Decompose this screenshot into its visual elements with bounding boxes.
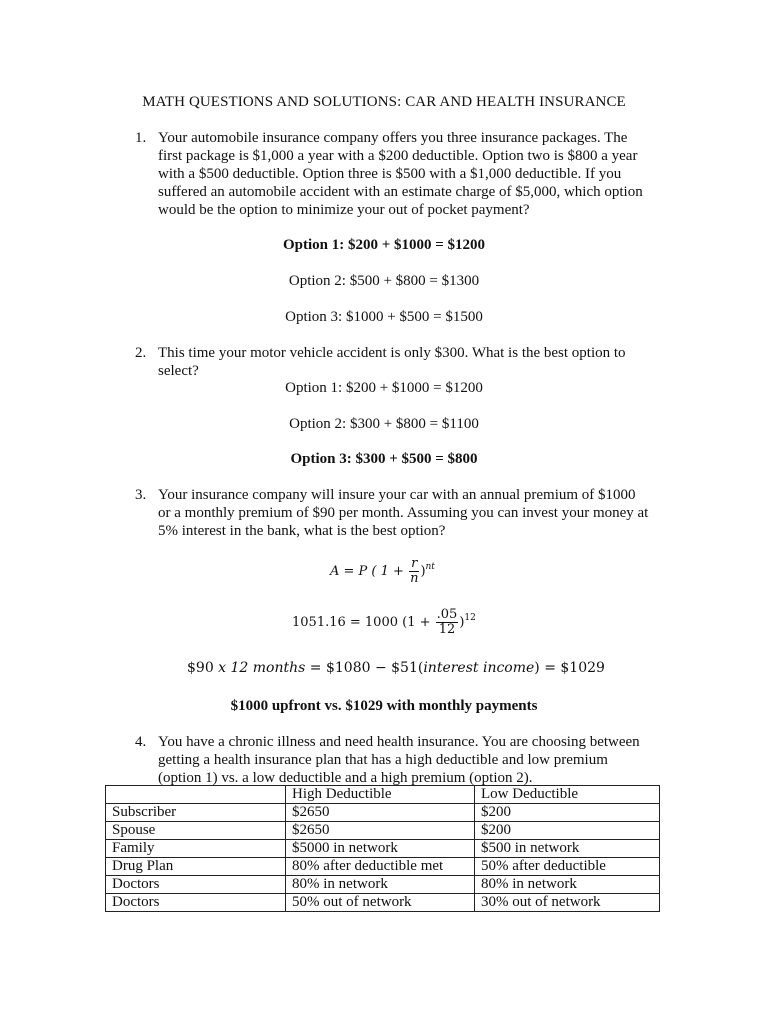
question-line: would be the option to minimize your out of pocket payment? xyxy=(158,202,530,218)
formula-lhs: A = P ( 1 + xyxy=(330,564,409,579)
question-text xyxy=(158,129,643,219)
table-cell: Spouse xyxy=(106,822,286,840)
table-cell: $200 xyxy=(475,822,660,840)
q1-option-2: Option 2: $500 + $800 = $1300 xyxy=(288,273,480,289)
question-line: first package is $1,000 a year with a $200 deductible. Option two is $800 a year xyxy=(158,148,638,164)
question-line: (option 1) vs. a low deductible and a high premium (option 2). xyxy=(158,770,533,786)
table-cell: Doctors xyxy=(106,876,286,894)
q1-option-3: Option 3: $1000 + $500 = $1500 xyxy=(285,309,483,325)
question-number: 3. xyxy=(135,487,147,503)
months-e: ) = $1029 xyxy=(534,660,605,676)
q2-option-1: Option 1: $200 + $1000 = $1200 xyxy=(285,380,483,396)
table-cell: $2650 xyxy=(286,822,475,840)
q3-conclusion: $1000 upfront vs. $1029 with monthly payments xyxy=(230,698,538,714)
months-b: x 12 months xyxy=(218,660,306,676)
table-cell: 80% after deductible met xyxy=(286,858,475,876)
months-c: = $1080 − $51( xyxy=(305,660,424,676)
fraction-numerator: .05 xyxy=(436,607,458,622)
table-header-row xyxy=(106,786,660,804)
table-cell: Drug Plan xyxy=(106,858,286,876)
compound-interest-formula xyxy=(330,557,435,586)
header-cell: High Deductible xyxy=(286,786,475,804)
table-row xyxy=(106,840,660,858)
q2-option-2: Option 2: $300 + $800 = $1100 xyxy=(289,416,479,432)
question-line: with a $500 deductible. Option three is $500 with a $1,000 deductible. If you xyxy=(158,166,622,182)
question-number: 4. xyxy=(135,734,147,750)
calc-fraction xyxy=(436,608,459,637)
question-number: 1. xyxy=(135,130,147,146)
table-row xyxy=(106,876,660,894)
question-text xyxy=(158,344,626,380)
table-row xyxy=(106,894,660,912)
table-cell: 30% out of network xyxy=(475,894,660,912)
calc-rhs: ) xyxy=(459,615,465,630)
question-text xyxy=(158,733,640,787)
fraction-denominator: 12 xyxy=(436,622,459,637)
table-cell: 80% in network xyxy=(475,876,660,894)
table-cell: Doctors xyxy=(106,894,286,912)
question-text xyxy=(158,486,648,540)
question-line: Your insurance company will insure your car with an annual premium of $1000 xyxy=(158,487,636,503)
formula-fraction xyxy=(409,557,419,586)
question-number: 2. xyxy=(135,345,147,361)
table-cell: Family xyxy=(106,840,286,858)
months-d: interest income xyxy=(423,660,535,676)
question-line: This time your motor vehicle accident is only $300. What is the best option to xyxy=(158,345,626,361)
months-a: $90 xyxy=(187,660,219,676)
table-cell: $2650 xyxy=(286,804,475,822)
monthly-cost-calculation xyxy=(187,659,605,677)
table-row xyxy=(106,858,660,876)
table-cell: 50% out of network xyxy=(286,894,475,912)
header-cell xyxy=(106,786,286,804)
fraction-numerator: r xyxy=(411,556,418,571)
insurance-comparison-table xyxy=(105,785,660,912)
question-line: getting a health insurance plan that has a high deductible and low premium xyxy=(158,752,608,768)
table-cell: 50% after deductible xyxy=(475,858,660,876)
formula-rhs: ) xyxy=(420,564,426,579)
table-cell: $500 in network xyxy=(475,840,660,858)
question-line: 5% interest in the bank, what is the best option? xyxy=(158,523,446,539)
table-row xyxy=(106,822,660,840)
q1-option-1-answer: Option 1: $200 + $1000 = $1200 xyxy=(282,237,486,253)
question-line: suffered an automobile accident with an estimate charge of $5,000, which option xyxy=(158,184,643,200)
formula-exponent: nt xyxy=(425,562,435,572)
calc-lhs: 1051.16 = 1000 (1 + xyxy=(292,615,435,630)
question-line: select? xyxy=(158,363,199,379)
table-cell: $5000 in network xyxy=(286,840,475,858)
question-line: or a monthly premium of $90 per month. Assuming you can invest your money at xyxy=(158,505,649,521)
question-line: You have a chronic illness and need health insurance. You are choosing between xyxy=(158,734,640,750)
q2-option-3-answer: Option 3: $300 + $500 = $800 xyxy=(290,451,478,467)
table-row xyxy=(106,804,660,822)
table-cell: Subscriber xyxy=(106,804,286,822)
page-title: MATH QUESTIONS AND SOLUTIONS: CAR AND HEALTH INSURANCE xyxy=(142,94,626,110)
header-cell: Low Deductible xyxy=(475,786,660,804)
question-line: Your automobile insurance company offers you three insurance packages. The xyxy=(158,130,628,146)
fraction-denominator: n xyxy=(410,571,419,586)
interest-calculation xyxy=(292,608,476,637)
calc-exponent: 12 xyxy=(464,613,476,623)
table-cell: $200 xyxy=(475,804,660,822)
table-cell: 80% in network xyxy=(286,876,475,894)
